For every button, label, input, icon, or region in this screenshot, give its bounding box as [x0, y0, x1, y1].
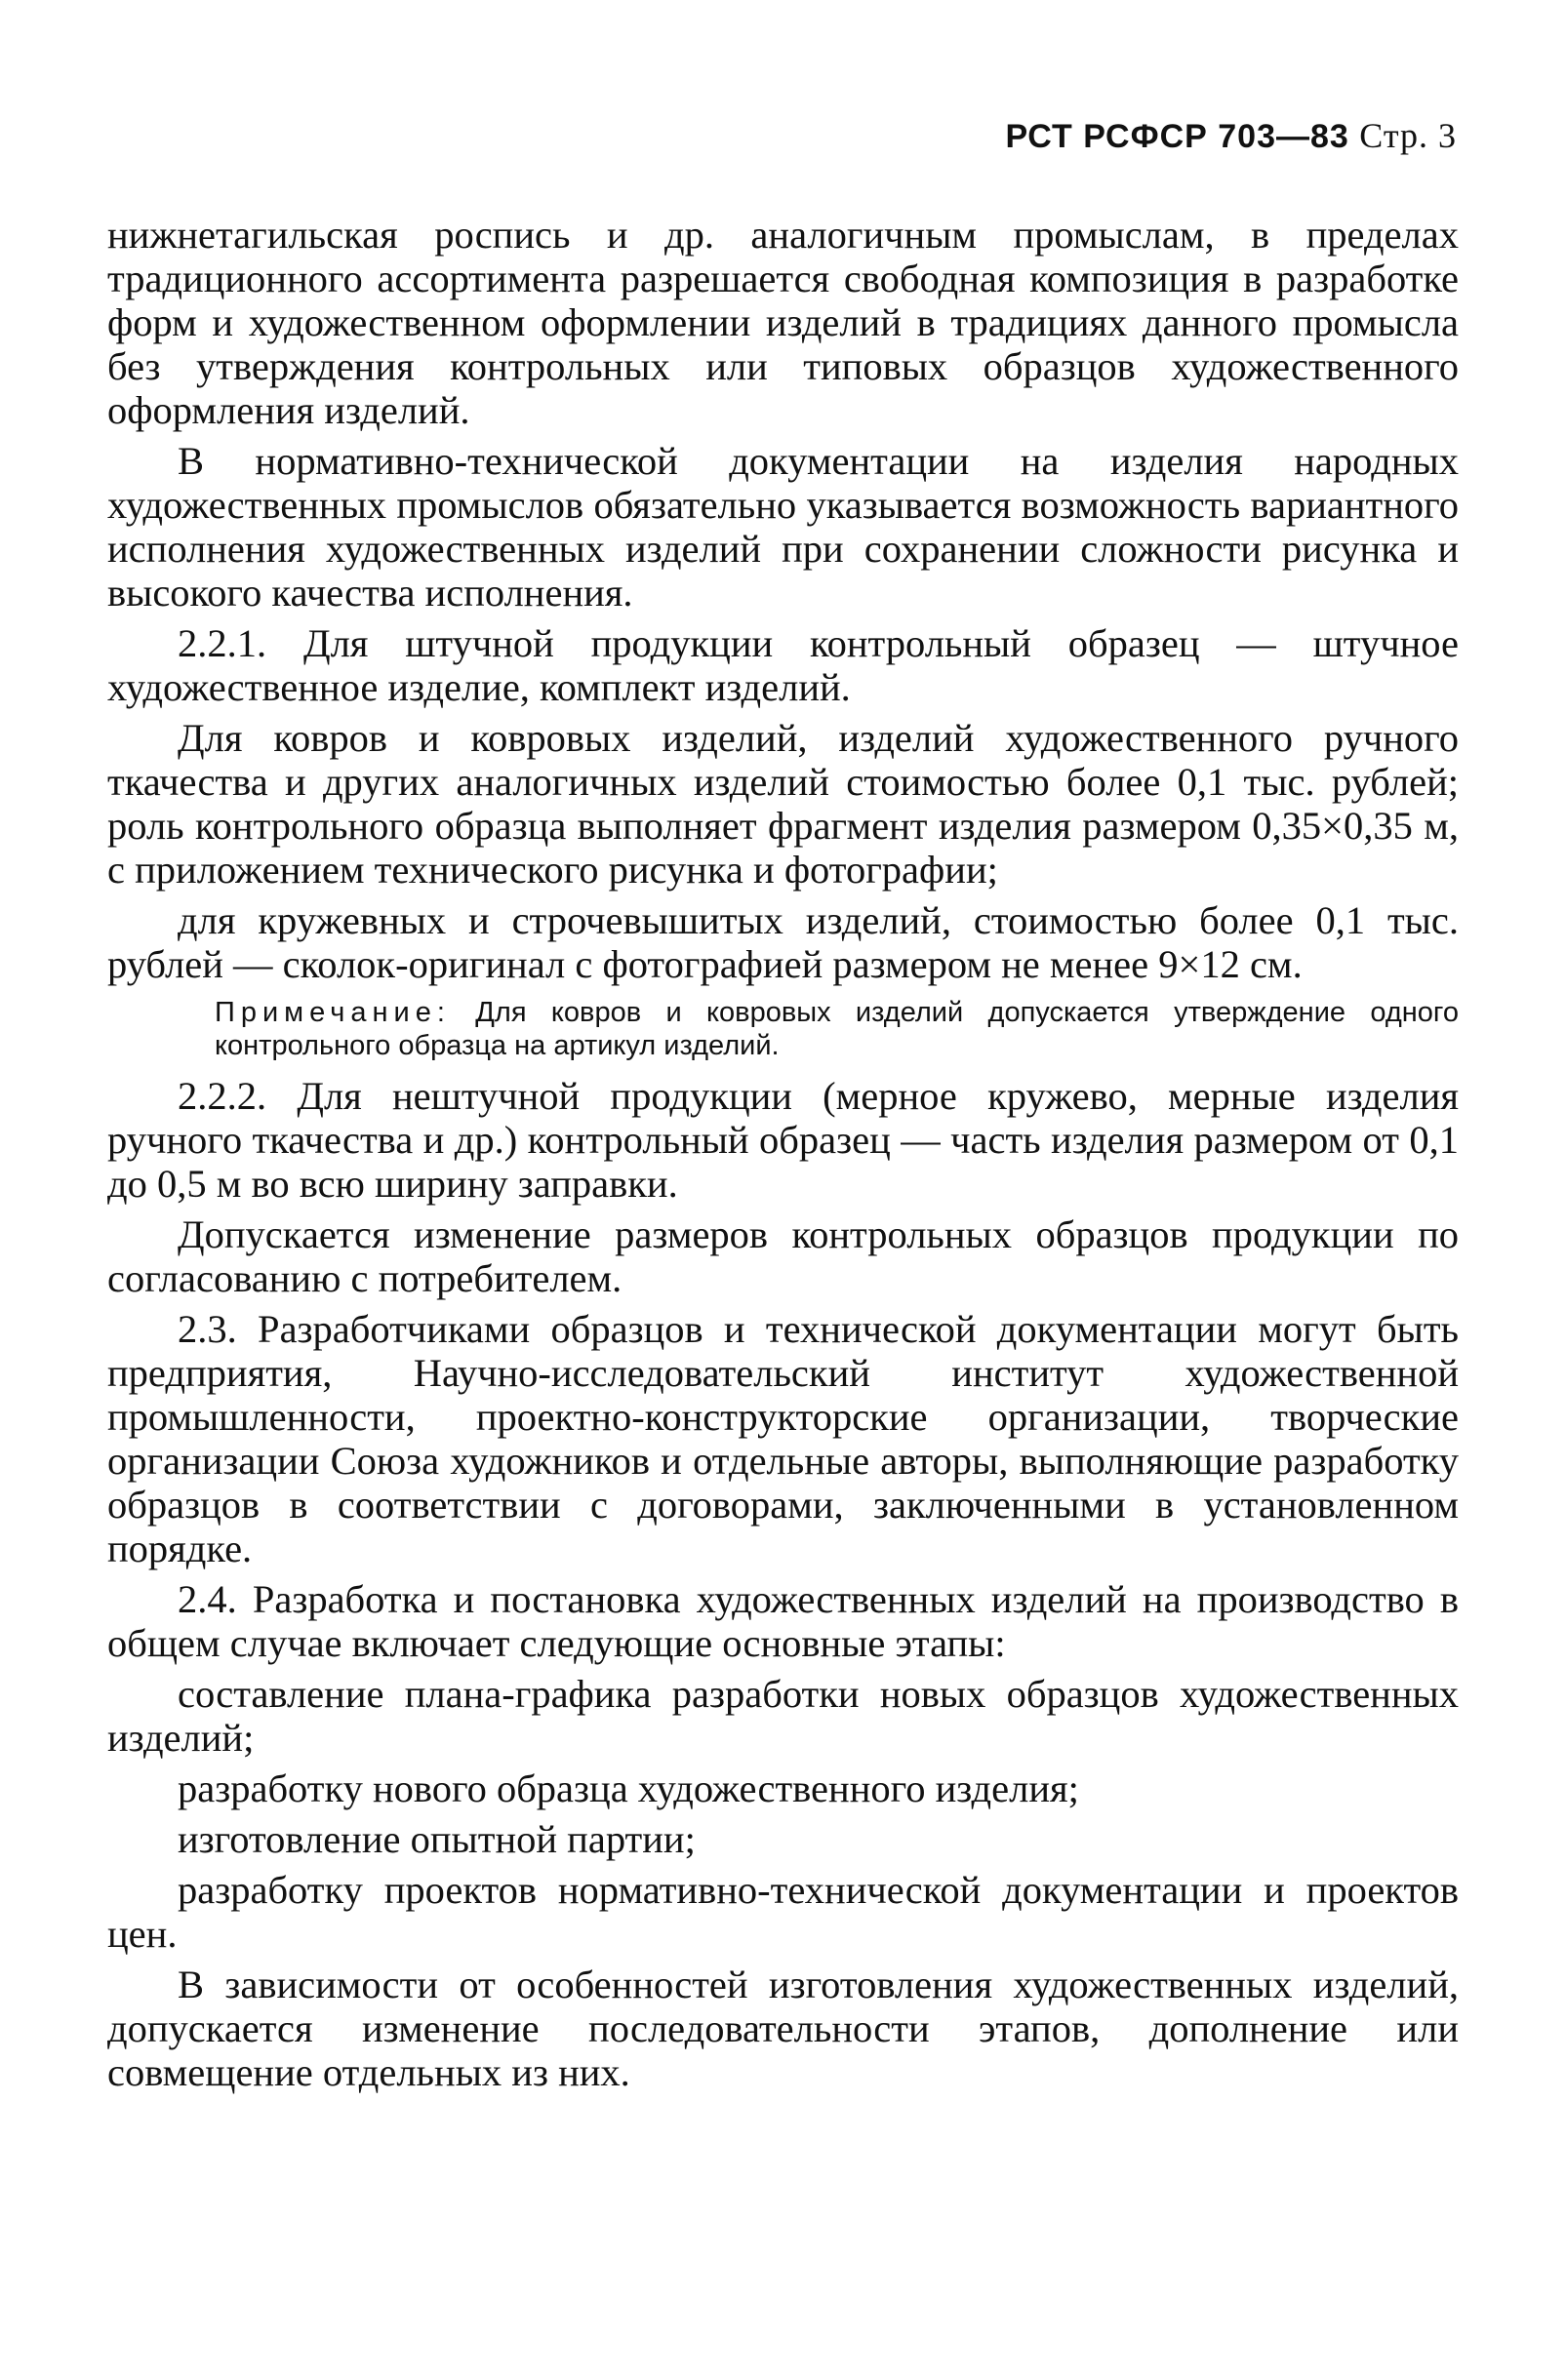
stage-item-ntd-projects: разработку проектов нормативно-технической документации и проектов цен. [107, 1868, 1459, 1956]
note-text: Для ковров и ковровых изделий допускается утверждение одного контрольного образца на артикул изделий. [215, 997, 1459, 1061]
paragraph-continuation: нижнетагильская роспись и др. аналогичным промыслам, в пределах традиционного ассортимента разрешается свободная композиция в разработке форм и художественном оформлении изделий в традициях данного промысла без утверждения контрольных или типовых образцов художественного оформления изделий. [107, 213, 1459, 432]
stage-item-plan: составление плана-графика разработки новых образцов художественных изделий; [107, 1672, 1459, 1760]
note-label: Примечание: [215, 997, 451, 1028]
stage-item-pilot-batch: изготовление опытной партии; [178, 1817, 696, 1861]
note [107, 996, 1459, 1062]
paragraph-lace: для кружевных и строчевышитых изделий, стоимостью более 0,1 тыс. рублей — сколок-оригинал с фотографией размером не менее 9×12 см. [107, 898, 1459, 986]
document-code: РСТ РСФСР 703—83 [1005, 118, 1349, 155]
paragraph-ntd-variants: В нормативно-технической документации на изделия народных художественных промыслов обязательно указывается возможность вариантного исполнения художественных изделий при сохранении сложности рисунка и высокого качества исполнения. [107, 439, 1459, 615]
clause-2-4: 2.4. Разработка и постановка художественных изделий на производство в общем случае включает следующие основные этапы: [107, 1577, 1459, 1665]
clause-2-2-1: 2.2.1. Для штучной продукции контрольный образец — штучное художественное изделие, комплект изделий. [107, 621, 1459, 709]
stage-item-new-sample: разработку нового образца художественного изделия; [178, 1766, 1079, 1810]
paragraph-size-change: Допускается изменение размеров контрольных образцов продукции по согласованию с потребителем. [107, 1212, 1459, 1300]
clause-2-2-2: 2.2.2. Для нештучной продукции (мерное кружево, мерные изделия ручного ткачества и др.) контрольный образец — часть изделия размером от 0,1 до 0,5 м во всю ширину заправки. [107, 1074, 1459, 1206]
paragraph-stage-order: В зависимости от особенностей изготовления художественных изделий, допускается изменение последовательности этапов, дополнение или совмещение отдельных из них. [107, 1963, 1459, 2094]
clause-2-3: 2.3. Разработчиками образцов и технической документации могут быть предприятия, Научно-исследовательский институт художественной промышленности, проектно-конструкторские организации, творческие организации Союза художников и отдельные авторы, выполняющие разработку образцов в соответствии с договорами, заключенными в установленном порядке. [107, 1307, 1459, 1570]
document-body [107, 213, 1459, 2101]
page-number: Стр. 3 [1359, 116, 1457, 155]
page-header [1005, 115, 1457, 156]
paragraph-carpets: Для ковров и ковровых изделий, изделий художественного ручного ткачества и других аналогичных изделий стоимостью более 0,1 тыс. рублей; роль контрольного образца выполняет фрагмент изделия размером 0,35×0,35 м, с приложением технического рисунка и фотографии; [107, 716, 1459, 892]
